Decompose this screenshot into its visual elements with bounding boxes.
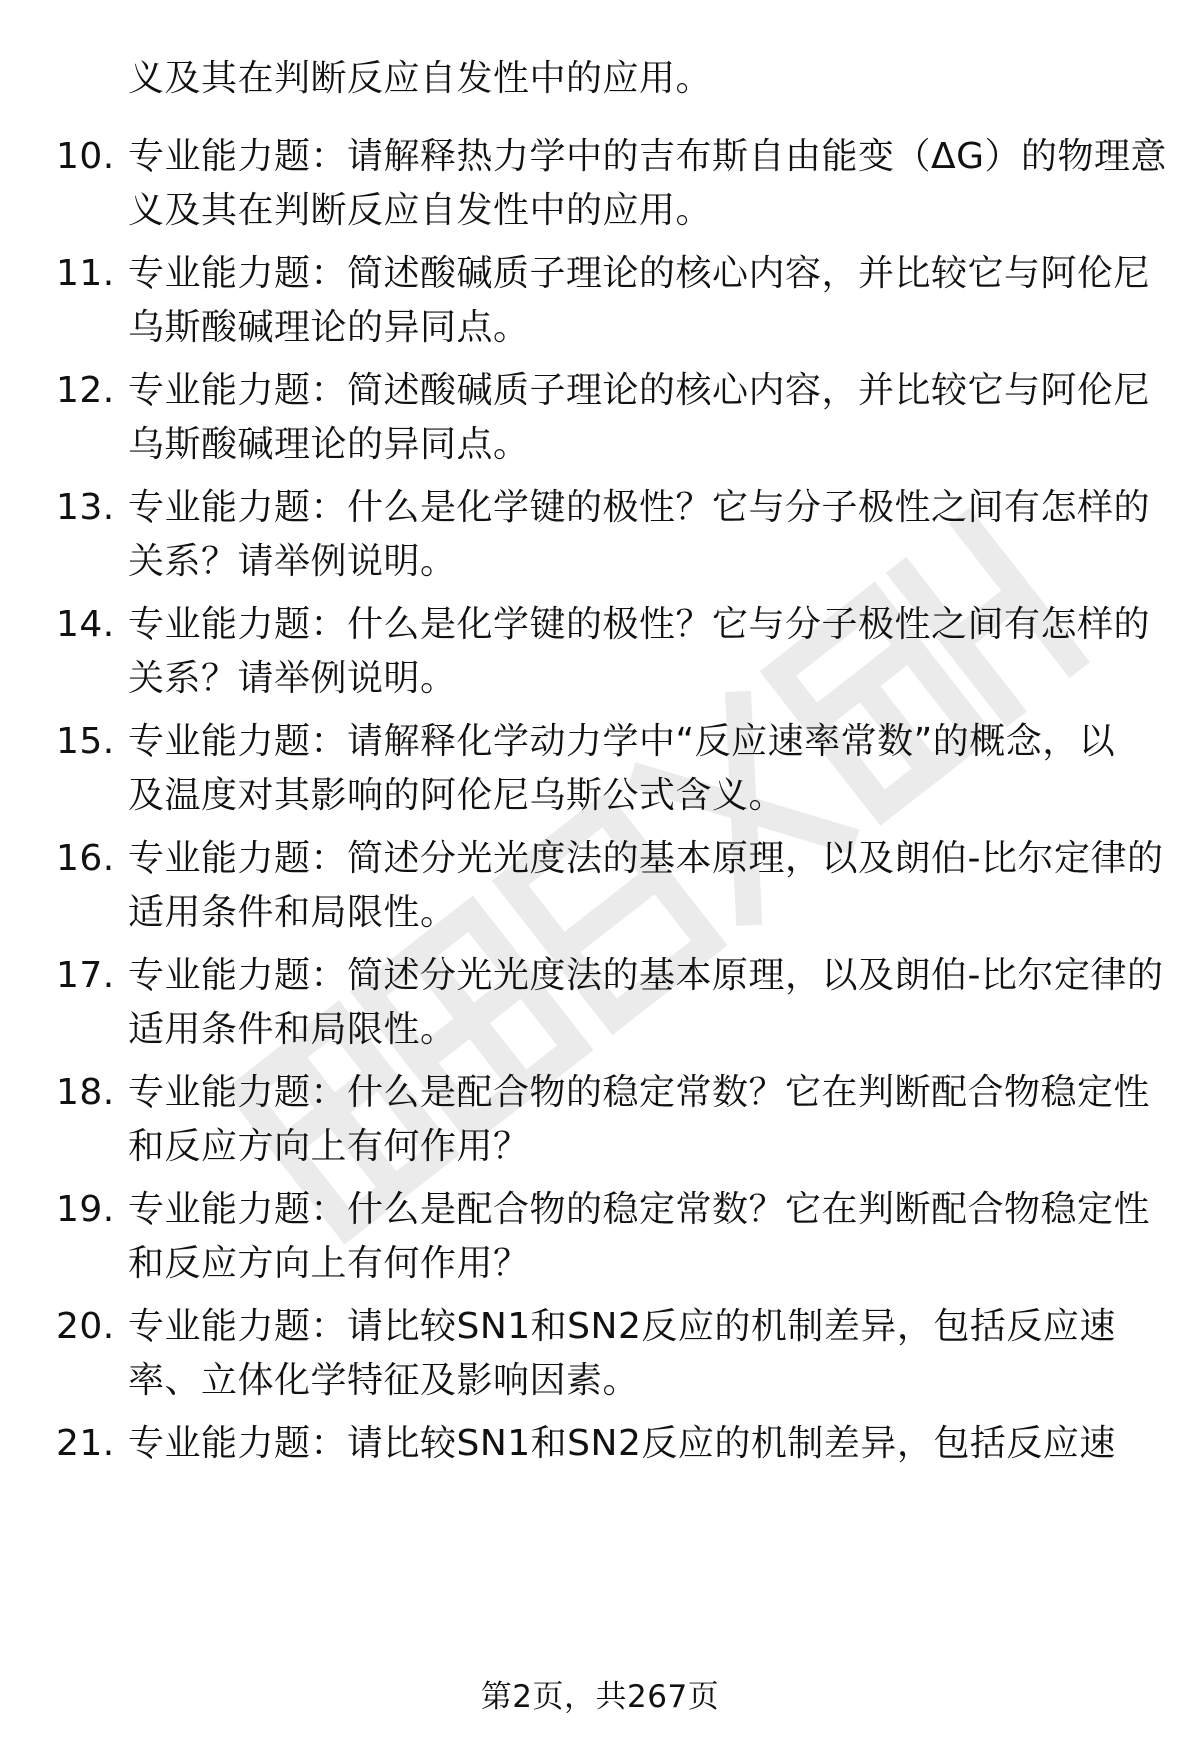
question-text — [128, 130, 1168, 238]
question-line-1: 专业能力题：简述分光光度法的基本原理，以及朗伯-比尔定律的 — [128, 838, 1164, 879]
question-line-1: 专业能力题：请比较SN1和SN2反应的机制差异，包括反应速 — [128, 1306, 1116, 1347]
question-line-2: 义及其在判断反应自发性中的应用。 — [128, 190, 713, 231]
question-number: 15. — [56, 721, 115, 762]
question-line-2: 乌斯酸碱理论的异同点。 — [128, 307, 530, 348]
question-line-2: 乌斯酸碱理论的异同点。 — [128, 424, 530, 465]
question-number: 19. — [56, 1189, 115, 1230]
question-line-2: 和反应方向上有何作用？ — [128, 1243, 530, 1284]
question-number: 11. — [56, 253, 115, 294]
question-line-1: 专业能力题：简述分光光度法的基本原理，以及朗伯-比尔定律的 — [128, 955, 1164, 996]
question-text — [128, 1417, 1168, 1471]
question-text — [128, 1066, 1168, 1174]
question-number: 12. — [56, 370, 115, 411]
question-line-2: 及温度对其影响的阿伦尼乌斯公式含义。 — [128, 775, 786, 816]
question-line-2: 关系？请举例说明。 — [128, 658, 457, 699]
question-number: 21. — [56, 1423, 115, 1464]
question-line-1: 专业能力题：什么是配合物的稳定常数？它在判断配合物稳定性 — [128, 1189, 1151, 1230]
question-line-2: 适用条件和局限性。 — [128, 892, 457, 933]
question-number: 13. — [56, 487, 115, 528]
question-text — [128, 1183, 1168, 1291]
question-line-2: 关系？请举例说明。 — [128, 541, 457, 582]
question-number: 17. — [56, 955, 115, 996]
question-line-1: 专业能力题：请比较SN1和SN2反应的机制差异，包括反应速 — [128, 1423, 1116, 1464]
question-line-1: 专业能力题：什么是化学键的极性？它与分子极性之间有怎样的 — [128, 604, 1151, 645]
question-line-1: 专业能力题：简述酸碱质子理论的核心内容，并比较它与阿伦尼 — [128, 253, 1151, 294]
question-text — [128, 481, 1168, 589]
continued-question-text: 义及其在判断反应自发性中的应用。 — [128, 58, 713, 99]
question-text — [128, 1300, 1168, 1408]
question-line-1: 专业能力题：请解释化学动力学中“反应速率常数”的概念，以 — [128, 721, 1116, 762]
question-text — [128, 832, 1168, 940]
question-text — [128, 715, 1168, 823]
question-text — [128, 247, 1168, 355]
question-line-2: 和反应方向上有何作用？ — [128, 1126, 530, 1167]
question-number: 16. — [56, 838, 115, 879]
question-line-1: 专业能力题：简述酸碱质子理论的核心内容，并比较它与阿伦尼 — [128, 370, 1151, 411]
question-line-1: 专业能力题：请解释热力学中的吉布斯自由能变（ΔG）的物理意 — [128, 136, 1168, 177]
question-line-1: 专业能力题：什么是配合物的稳定常数？它在判断配合物稳定性 — [128, 1072, 1151, 1113]
question-text — [128, 598, 1168, 706]
question-text — [128, 949, 1168, 1057]
question-line-2: 率、立体化学特征及影响因素。 — [128, 1360, 640, 1401]
question-number: 14. — [56, 604, 115, 645]
page-footer: 第2页，共267页 — [480, 1679, 720, 1715]
question-text — [128, 364, 1168, 472]
question-line-2: 适用条件和局限性。 — [128, 1009, 457, 1050]
question-number: 20. — [56, 1306, 115, 1347]
question-line-1: 专业能力题：什么是化学键的极性？它与分子极性之间有怎样的 — [128, 487, 1151, 528]
question-number: 10. — [56, 136, 115, 177]
question-number: 18. — [56, 1072, 115, 1113]
